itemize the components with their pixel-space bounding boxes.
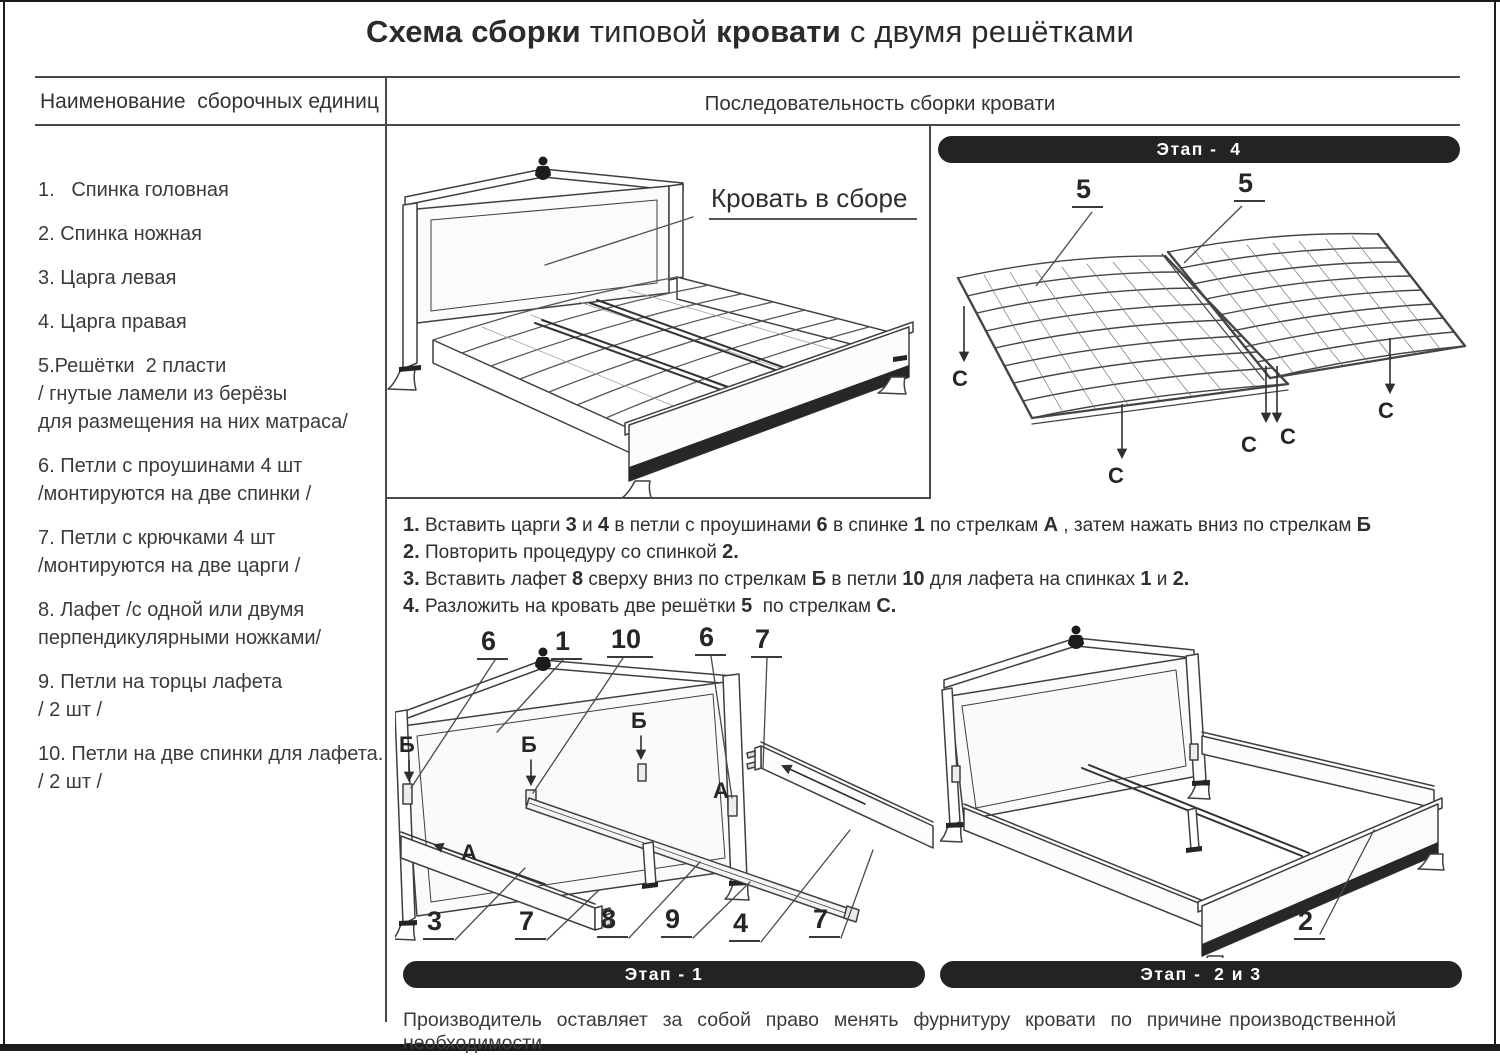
parts-list-item: 2. Спинка ножная — [38, 223, 202, 245]
vase-ornament-icon — [1068, 626, 1084, 650]
part-number-label: 6 — [695, 624, 726, 656]
part-number-label: 4 — [729, 910, 760, 942]
title-rule — [35, 76, 1460, 78]
near-side-rail — [964, 808, 1206, 928]
part-number-label: 5 — [1072, 176, 1103, 208]
part-number-label: 2 — [1294, 908, 1325, 940]
parts-list-item: 9. Петли на торцы лафета / 2 шт / — [38, 671, 283, 721]
parts-list-item: 6. Петли с проушинами 4 шт /монтируются на две спинки / — [38, 455, 312, 505]
direction-label: С — [1108, 463, 1124, 488]
direction-c-arrows — [964, 306, 1390, 457]
instruction-line: 2. Повторить процедуру со спинкой 2. — [403, 541, 739, 563]
part-number-label: 7 — [515, 908, 546, 940]
part-number-label: 7 — [809, 906, 840, 938]
parts-list-item: 4. Царга правая — [38, 311, 187, 333]
vase-ornament-icon — [535, 648, 551, 672]
near-rail-cap — [964, 804, 1206, 902]
parts-list-item: 3. Царга левая — [38, 267, 177, 289]
right-side-rail — [761, 746, 933, 848]
parts-list-item: 8. Лафет /с одной или двумя перпендикулярными ножками/ — [38, 599, 322, 649]
stage1-badge: Этап - 1 — [403, 961, 925, 988]
direction-label: А — [461, 840, 477, 865]
direction-label: Б — [521, 732, 537, 757]
direction-label: Б — [631, 708, 647, 733]
parts-list-item: 10. Петли на две спинки для лафета. / 2 шт / — [38, 743, 384, 793]
direction-label: С — [1241, 432, 1257, 457]
stage4-badge: Этап - 4 — [938, 136, 1460, 163]
footer-note: Производитель оставляет за собой право менять фурнитуру кровати по причине производственной необходимости — [403, 1009, 1404, 1054]
part-number-label: 6 — [477, 628, 508, 660]
assembly-instructions — [403, 512, 1473, 620]
direction-label: Б — [399, 732, 415, 757]
parts-list-item: 5.Решётки 2 пласти / гнутые ламели из берёзы для размещения на них матраса/ — [38, 355, 348, 433]
instruction-line: 3. Вставить лафет 8 сверху вниз по стрелкам Б в петли 10 для лафета на спинках 1 и 2. — [403, 568, 1190, 590]
part-number-label: 1 — [551, 628, 582, 660]
page-title: Схема сборки типовой кровати с двумя решётками — [365, 14, 1135, 49]
far-side-rail — [1202, 736, 1434, 808]
part-number-label: 10 — [607, 626, 653, 658]
stage23-badge: Этап - 2 и 3 — [940, 961, 1462, 988]
part-number-label: 8 — [597, 906, 628, 938]
lafet-leg — [643, 842, 656, 886]
part-number-label: 3 — [423, 908, 454, 940]
direction-label: С — [1378, 398, 1394, 423]
assembled-bed-caption: Кровать в сборе — [709, 183, 917, 220]
direction-label: С — [1280, 424, 1296, 449]
part-number-label: 9 — [661, 906, 692, 938]
vase-ornament-icon — [535, 157, 551, 181]
part-number-label: 5 — [1234, 170, 1265, 202]
stage4-drawing — [940, 166, 1496, 501]
stage23-diagram — [940, 618, 1496, 958]
right-rail-cap — [761, 742, 933, 822]
parts-list-item: 1. Спинка головная — [38, 179, 229, 201]
stage4-diagram — [940, 166, 1496, 501]
assembled-bed-drawing — [385, 125, 930, 497]
left-column-header: Наименование сборочных единиц — [40, 90, 379, 113]
stage1-diagram — [395, 618, 935, 958]
parts-list-item: 7. Петли с крючками 4 шт /монтируются на две царги / — [38, 527, 301, 577]
page-border-left — [3, 0, 5, 1050]
direction-label: С — [952, 366, 968, 391]
parts-list — [38, 176, 390, 812]
stage23-drawing — [940, 618, 1496, 958]
direction-label: А — [713, 778, 729, 803]
right-column-header: Последовательность сборки кровати — [704, 92, 1056, 115]
part-number-label: 7 — [751, 626, 782, 658]
assembled-box-bottom — [385, 497, 931, 499]
page-border-top — [0, 0, 1500, 2]
right-slat-base — [1162, 234, 1465, 380]
assembled-bed-diagram — [385, 125, 930, 497]
instruction-line: 4. Разложить на кровать две решётки 5 по стрелкам С. — [403, 595, 897, 617]
headboard-panel — [950, 658, 1198, 820]
instruction-line: 1. Вставить царги 3 и 4 в петли с проушинами 6 в спинке 1 по стрелкам А , затем нажать вниз по стрелкам Б — [403, 514, 1372, 536]
